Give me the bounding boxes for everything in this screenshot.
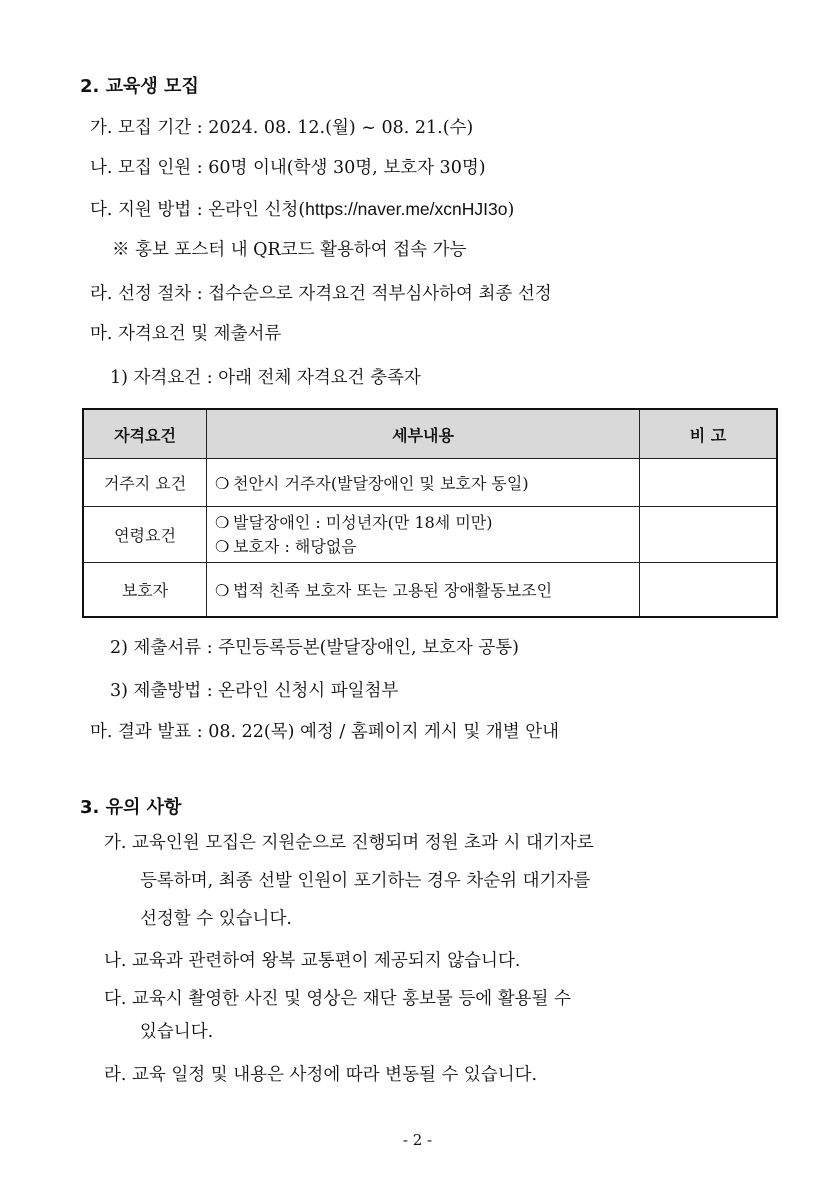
notice-a-line3: 선정할 수 있습니다. bbox=[140, 909, 292, 929]
circle-bullet-icon: ❍ bbox=[215, 536, 230, 556]
row-label: 거주지 요건 bbox=[83, 459, 207, 507]
notice-b: 나. 교육과 관련하여 왕복 교통편이 제공되지 않습니다. bbox=[104, 951, 521, 971]
apply-method-text: 다. 지원 방법 : 온라인 신청( bbox=[90, 200, 306, 220]
requirements-sub1: 1) 자격요건 : 아래 전체 자격요건 충족자 bbox=[110, 368, 421, 388]
row-details bbox=[207, 459, 640, 507]
table-row bbox=[83, 507, 777, 563]
circle-bullet-icon: ❍ bbox=[215, 580, 230, 600]
row-label: 연령요건 bbox=[83, 507, 207, 563]
row-detail-text: 천안시 거주자(발달장애인 및 보호자 동일) bbox=[233, 474, 529, 493]
section3-heading: 3. 유의 사항 bbox=[80, 797, 182, 818]
row-note bbox=[640, 459, 778, 507]
notice-c-line1: 다. 교육시 촬영한 사진 및 영상은 재단 홍보물 등에 활용될 수 bbox=[104, 989, 571, 1009]
row-note bbox=[640, 563, 778, 617]
requirements-table bbox=[82, 408, 778, 618]
qr-note: ※ 홍보 포스터 내 QR코드 활용하여 접속 가능 bbox=[112, 240, 467, 260]
table-header: 비 고 bbox=[640, 409, 778, 459]
result-announcement: 마. 결과 발표 : 08. 22(목) 예정 / 홈페이지 게시 및 개별 안내 bbox=[90, 722, 560, 742]
notice-a-line2: 등록하며, 최종 선발 인원이 포기하는 경우 차순위 대기자를 bbox=[140, 871, 591, 891]
requirements-sub3: 3) 제출방법 : 온라인 신청시 파일첨부 bbox=[110, 681, 399, 701]
row-note bbox=[640, 507, 778, 563]
table-header: 세부내용 bbox=[207, 409, 640, 459]
recruit-period: 가. 모집 기간 : 2024. 08. 12.(월) ~ 08. 21.(수) bbox=[90, 118, 474, 138]
circle-bullet-icon: ❍ bbox=[215, 512, 230, 532]
page-number: - 2 - bbox=[402, 1131, 433, 1149]
requirements-sub2: 2) 제출서류 : 주민등록등본(발달장애인, 보호자 공통) bbox=[110, 638, 519, 658]
row-detail-text: 법적 친족 보호자 또는 고용된 장애활동보조인 bbox=[233, 580, 553, 600]
row-detail-text: 보호자 : 해당없음 bbox=[233, 536, 357, 556]
table-header: 자격요건 bbox=[83, 409, 207, 459]
apply-url-link[interactable]: https://naver.me/xcnHJI3o bbox=[305, 199, 508, 219]
table-header-row bbox=[83, 409, 777, 459]
table-row bbox=[83, 563, 777, 617]
circle-bullet-icon: ❍ bbox=[215, 474, 230, 493]
table-row bbox=[83, 459, 777, 507]
selection-procedure: 라. 선정 절차 : 접수순으로 자격요건 적부심사하여 최종 선정 bbox=[90, 284, 552, 304]
apply-method-close: ) bbox=[507, 200, 515, 220]
requirements-title: 마. 자격요건 및 제출서류 bbox=[90, 324, 282, 344]
row-details bbox=[207, 507, 640, 563]
notice-a-line1: 가. 교육인원 모집은 지원순으로 진행되며 정원 초과 시 대기자로 bbox=[104, 833, 594, 853]
notice-d: 라. 교육 일정 및 내용은 사정에 따라 변동될 수 있습니다. bbox=[104, 1065, 538, 1085]
row-detail-text: 발달장애인 : 미성년자(만 18세 미만) bbox=[233, 512, 493, 532]
notice-c-line2: 있습니다. bbox=[140, 1022, 214, 1042]
row-details bbox=[207, 563, 640, 617]
section2-heading: 2. 교육생 모집 bbox=[80, 76, 199, 97]
row-label: 보호자 bbox=[83, 563, 207, 617]
apply-method bbox=[90, 201, 514, 220]
recruit-count: 나. 모집 인원 : 60명 이내(학생 30명, 보호자 30명) bbox=[90, 158, 486, 178]
